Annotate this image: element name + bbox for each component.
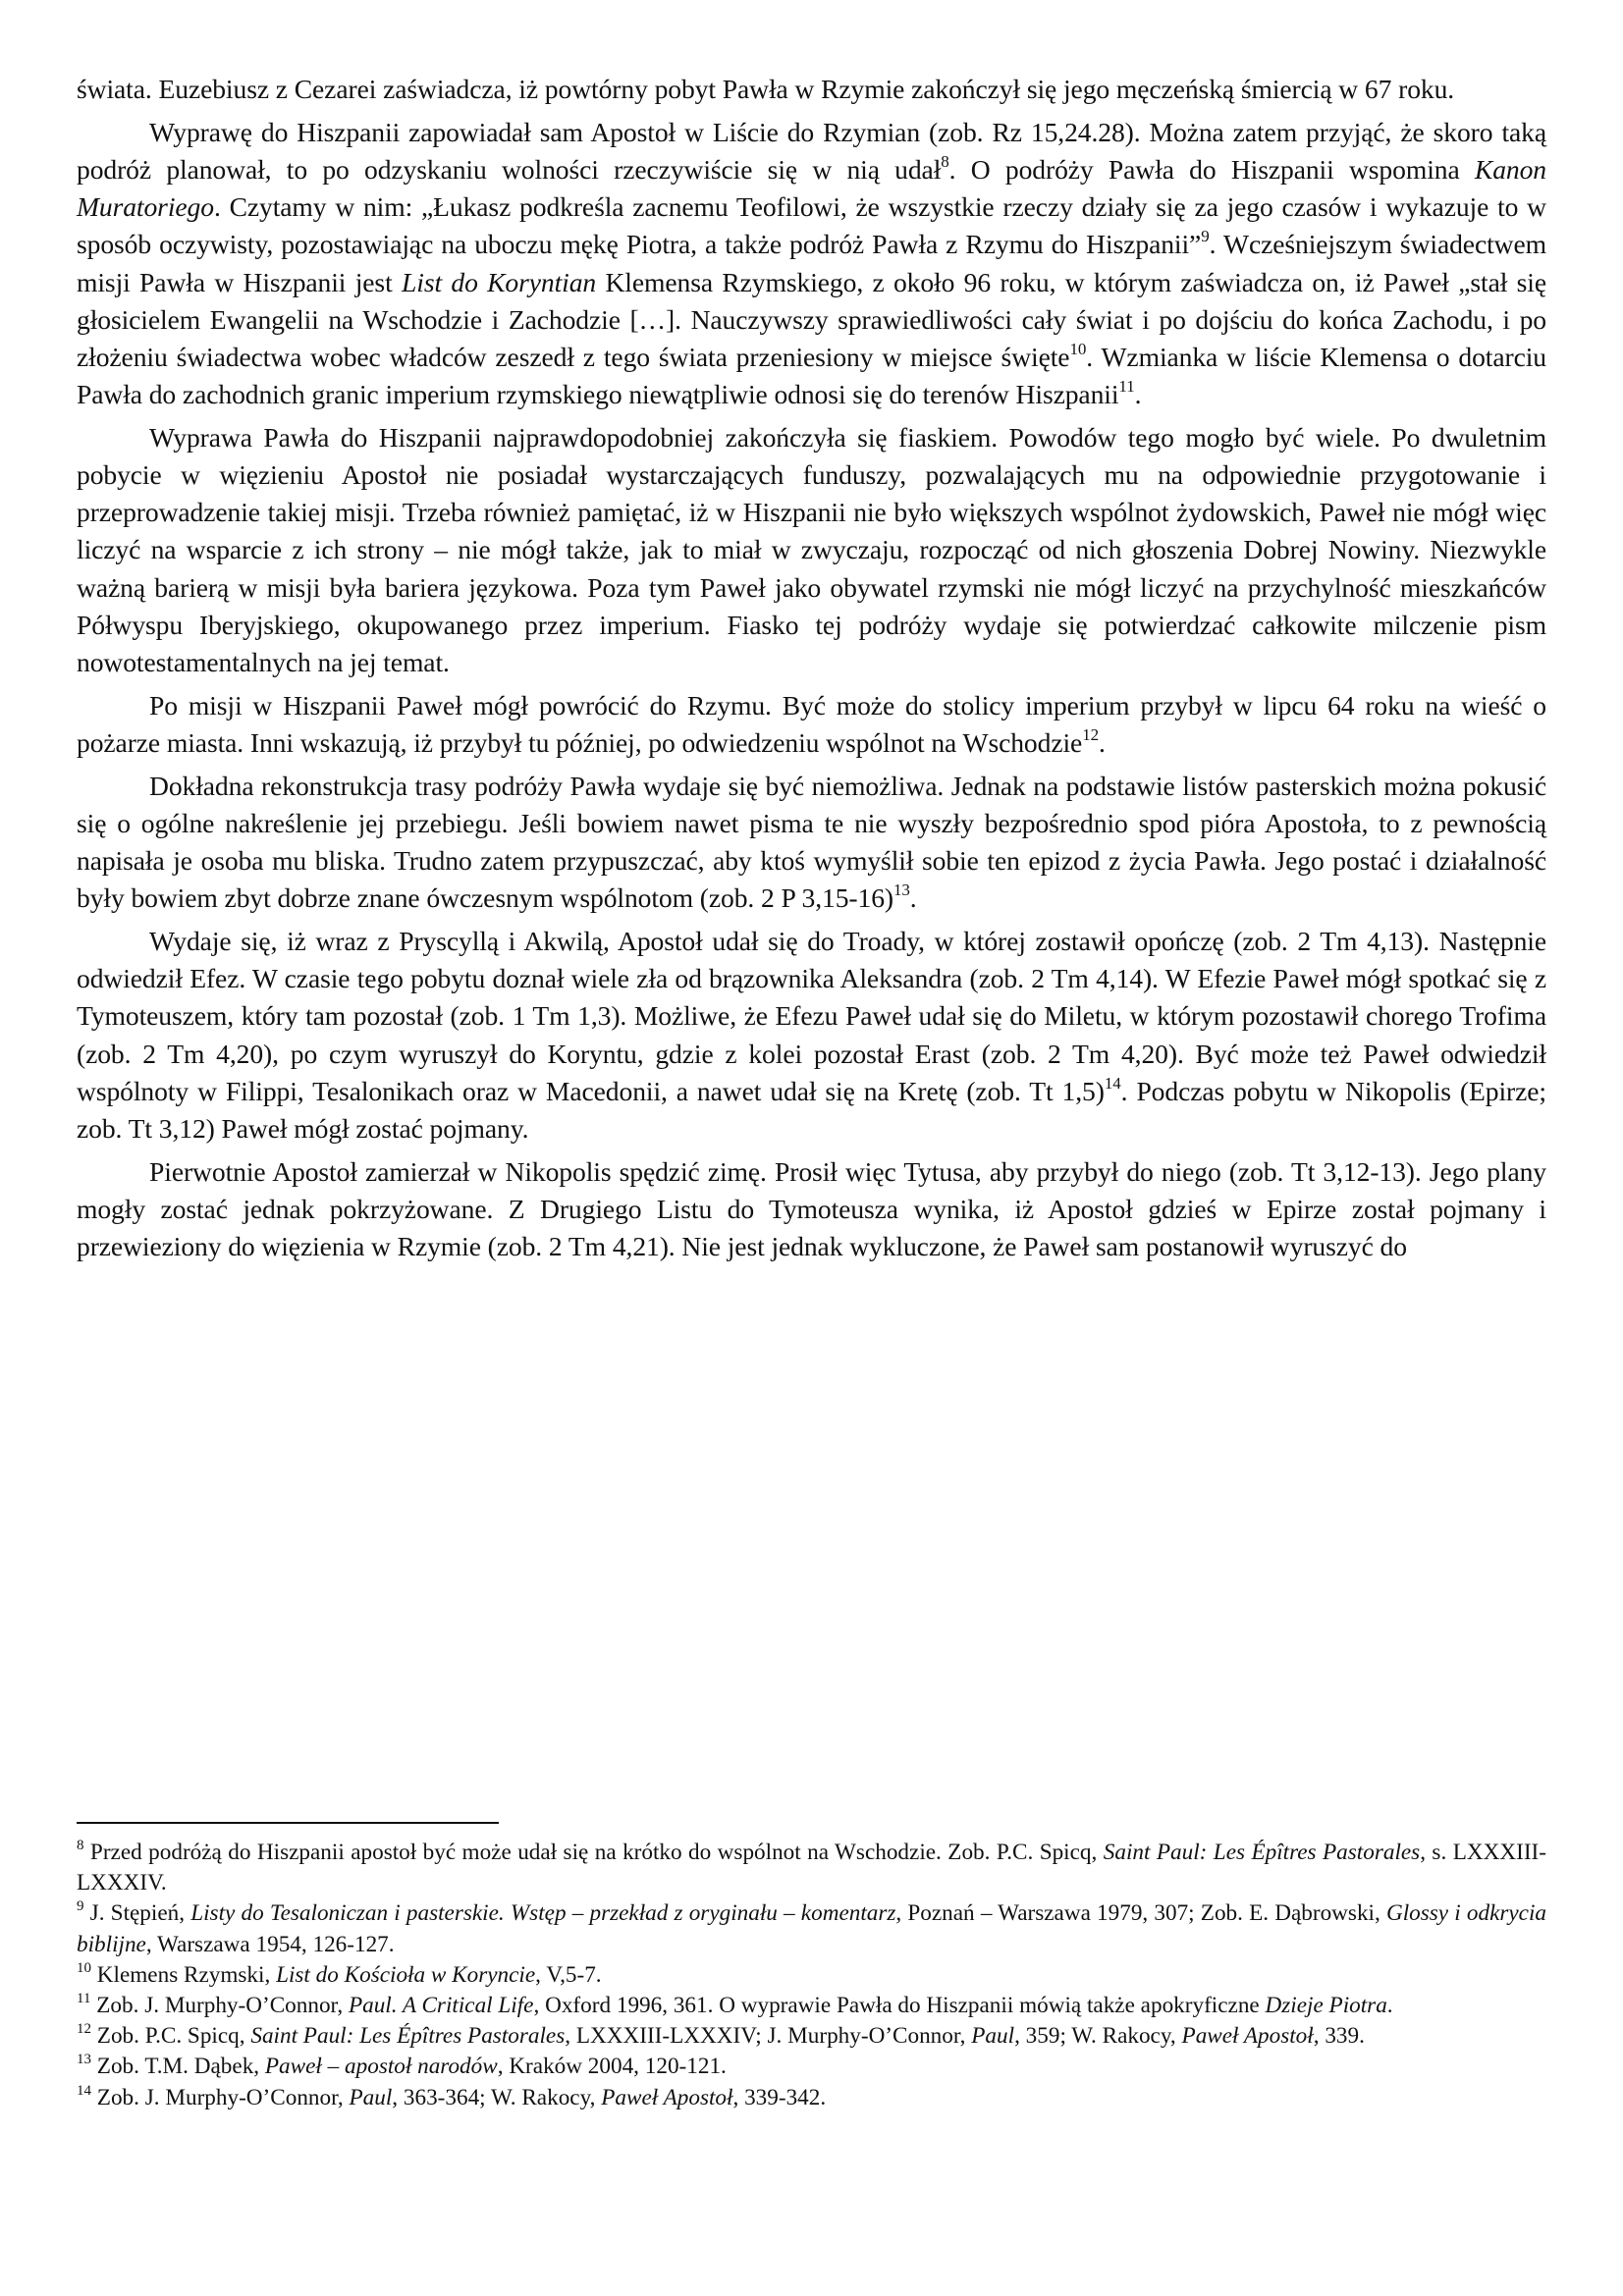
text-run: , LXXXIII-LXXXIV; J. Murphy-O’Connor,: [565, 2023, 972, 2050]
footnote-reference[interactable]: 14: [1104, 1073, 1121, 1093]
italic-title: Paul. A Critical Life: [348, 1993, 534, 2019]
italic-title: List do Kościoła w Koryncie: [276, 1961, 536, 1988]
text-run: Dokładna rekonstrukcja trasy podróży Pawła wydaje się być niemożliwa. Jednak na podstawie listów pasterskich można pokusić się o ogólne nakreślenie jej przebiegu. Jeśli bowiem nawet pisma te nie wyszły bezpośrednio spod pióra Apostoła, to z pewnością napisała je osoba mu bliska. Trudno zatem przypuszczać, aby ktoś wymyślił sobie ten epizod z życia Pawła. Jego postać i działalność były bowiem zbyt dobrze znane ówczesnym wspólnotom (zob. 2 P 3,15-16): [77, 770, 1546, 914]
document-page: [77, 71, 1546, 1271]
text-run: Przed podróżą do Hiszpanii apostoł być może udał się na krótko do wspólnot na Wschodzie. Zob. P.C. Spicq,: [83, 1840, 1104, 1865]
paragraph: [77, 923, 1546, 1148]
text-run: , V,5-7.: [535, 1961, 602, 1988]
text-run: Wydaje się, iż wraz z Pryscyllą i Akwilą, Apostoł udał się do Troady, w której zostawił opończę (zob. 2 Tm 4,13). Następnie odwiedził Efez. W czasie tego pobytu doznał wiele zła od brązownika Aleksandra (zob. 2 Tm 4,14). W Efezie Paweł mógł spotkać się z Tymoteuszem, który tam pozostał (zob. 1 Tm 1,3). Możliwe, że Efezu Paweł udał się do Miletu, w którym pozostawił chorego Trofima (zob. 2 Tm 4,20), po czym wyruszył do Koryntu, gdzie z kolei pozostał Erast (zob. 2 Tm 4,20). Być może też Paweł odwiedził wspólnoty w Filippi, Tesalonikach oraz w Macedonii, a nawet udał się na Kretę (zob. Tt 1,5): [77, 925, 1546, 1106]
italic-title: Paweł Apostoł: [601, 2084, 733, 2110]
text-run: . Podczas pobytu w Nikopolis (Epirze; zob. Tt 3,12) Paweł mógł zostać pojmany.: [77, 1075, 1546, 1144]
text-run: .: [1134, 379, 1142, 410]
text-run: Klemens Rzymski,: [91, 1961, 277, 1988]
footnote-reference[interactable]: 12: [1082, 724, 1099, 744]
text-run: Zob. P.C. Spicq,: [91, 2023, 251, 2050]
footnote-number: 12: [77, 2021, 91, 2038]
text-run: , Poznań – Warszawa 1979, 307; Zob. E. Dąbrowski,: [895, 1900, 1386, 1927]
text-run: .: [1099, 726, 1106, 758]
footnote-number: 11: [77, 1991, 91, 2007]
paragraph: [77, 419, 1546, 681]
text-run: .: [1386, 1993, 1393, 2019]
text-run: Klemensa Rzymskiego, z około 96 roku, w którym zaświadcza on, iż Paweł „stał się głosicielem Ewangelii na Wschodzie i Zachodzie […]. Nauczywszy sprawiedliwości cały świat i po dojściu do końca Zachodu, i po złożeniu świadectwa wobec władców zeszedł z tego świata przeniesiony w miejsce święte: [77, 266, 1546, 372]
footnote-reference[interactable]: 11: [1118, 377, 1135, 397]
text-run: .: [909, 882, 917, 914]
text-run: , 363-364; W. Rakocy,: [392, 2084, 602, 2110]
paragraph: [77, 768, 1546, 918]
paragraph: [77, 71, 1546, 108]
italic-title: Paul: [349, 2084, 393, 2110]
text-run: , Oxford 1996, 361. O wyprawie Pawła do Hiszpanii mówią także apokryficzne: [533, 1993, 1266, 2019]
text-run: , 359; W. Rakocy,: [1014, 2023, 1182, 2050]
footnote-number: 9: [77, 1898, 84, 1915]
italic-title: Paweł Apostoł: [1181, 2023, 1314, 2050]
footnote-reference[interactable]: 13: [893, 881, 910, 900]
italic-title: Glossy i odkrycia biblijne: [77, 1900, 1547, 1957]
text-run: , s. LXXXIII-LXXXIV.: [77, 1840, 1546, 1896]
text-run: J. Stępień,: [83, 1900, 191, 1927]
footnote: [77, 2083, 1546, 2113]
footnote: [77, 1838, 1546, 1898]
footnote: [77, 1898, 1546, 1959]
text-run: . Wzmianka w liście Klemensa o dotarciu Pawła do zachodnich granic imperium rzymskiego niewątpliwie odnosi się do terenów Hiszpanii: [77, 341, 1547, 410]
paragraph: [77, 1153, 1546, 1266]
text-run: . O podróży Pawła do Hiszpanii wspomina: [948, 153, 1475, 185]
text-run: , 339-342.: [732, 2084, 827, 2110]
text-run: Zob. J. Murphy-O’Connor,: [90, 1993, 349, 2019]
italic-title: Saint Paul: Les Épîtres Pastorales: [1103, 1840, 1421, 1865]
italic-title: Saint Paul: Les Épîtres Pastorales: [250, 2023, 566, 2050]
text-run: Wyprawa Pawła do Hiszpanii najprawdopodobniej zakończyła się fiaskiem. Powodów tego mogło być wiele. Po dwuletnim pobycie w więzieniu Apostoł nie posiadał wystarczających funduszy, pozwalających mu na odpowiednie przygotowanie i przeprowadzenie takiej misji. Trzeba również pamiętać, iż w Hiszpanii nie było większych wspólnot żydowskich, Paweł nie mógł więc liczyć na wsparcie z ich strony – nie mógł także, jak to miał w zwyczaju, rozpocząć od nich głoszenia Dobrej Nowiny. Niezwykle ważną barierą w misji była bariera językowa. Poza tym Paweł jako obywatel rzymski nie mógł liczyć na przychylność mieszkańców Półwyspu Iberyjskiego, okupowanego przez imperium. Fiasko tej podróży wydaje się potwierdzać całkowite milczenie pism nowotestamentalnych na jej temat.: [77, 421, 1546, 678]
text-run: . Wcześniejszym świadectwem misji Pawła w Hiszpanii jest: [77, 229, 1547, 297]
footnote: [77, 1960, 1546, 1991]
footnote: [77, 2052, 1546, 2082]
text-run: świata. Euzebiusz z Cezarei zaświadcza, iż powtórny pobyt Pawła w Rzymie zakończył się jego męczeńską śmiercią w 67 roku.: [77, 74, 1455, 104]
paragraph: [77, 114, 1546, 414]
body-text: [77, 71, 1546, 1265]
footnote-separator: [77, 1822, 499, 1824]
footnote-reference[interactable]: 8: [941, 151, 949, 171]
footnote-number: 10: [77, 1959, 91, 1976]
text-run: , 339.: [1313, 2023, 1365, 2050]
footnote: [77, 2021, 1546, 2052]
text-run: Wyprawę do Hiszpanii zapowiadał sam Apostoł w Liście do Rzymian (zob. Rz 15,24.28). Można zatem przyjąć, że skoro taką podróż planował, to po odzyskaniu wolności rzeczywiście się w nią udał: [77, 116, 1546, 185]
paragraph: [77, 687, 1546, 762]
italic-title: Kanon Muratoriego: [77, 153, 1546, 223]
text-run: Zob. T.M. Dąbek,: [91, 2054, 265, 2080]
footnote: [77, 1991, 1546, 2021]
footnote-number: 14: [77, 2082, 91, 2099]
text-run: Pierwotnie Apostoł zamierzał w Nikopolis spędzić zimę. Prosił więc Tytusa, aby przybył do niego (zob. Tt 3,12-13). Jego plany mogły zostać jednak pokrzyżowane. Z Drugiego Listu do Tymoteusza wynika, iż Apostoł gdzieś w Epirze został pojmany i przewieziony do więzienia w Rzymie (zob. 2 Tm 4,21). Nie jest jednak wykluczone, że Paweł sam postanowił wyruszyć do: [77, 1155, 1546, 1262]
footnote-reference[interactable]: 9: [1201, 227, 1210, 246]
text-run: . Czytamy w nim: „Łukasz podkreśla zacnemu Teofilowi, że wszystkie rzeczy działy się za jego czasów i wykazuje to w sposób oczywisty, pozostawiając na uboczu mękę Piotra, a także podróż Pawła z Rzymu do Hiszpanii”: [77, 191, 1546, 260]
footnotes: [77, 1838, 1546, 2113]
text-run: , Warszawa 1954, 126-127.: [145, 1931, 395, 1957]
italic-title: Listy do Tesaloniczan i pasterskie. Wstęp – przekład z oryginału – komentarz: [190, 1900, 896, 1927]
italic-title: Paul: [971, 2023, 1015, 2050]
text-run: Zob. J. Murphy-O’Connor,: [91, 2084, 350, 2110]
text-run: Po misji w Hiszpanii Paweł mógł powrócić do Rzymu. Być może do stolicy imperium przybył w lipcu 64 roku na wieść o pożarze miasta. Inni wskazują, iż przybył tu później, po odwiedzeniu wspólnot na Wschodzie: [77, 689, 1546, 758]
footnote-number: 8: [77, 1838, 84, 1853]
footnote-number: 13: [77, 2052, 91, 2068]
footnote-reference[interactable]: 10: [1069, 339, 1087, 358]
text-run: , Kraków 2004, 120-121.: [497, 2054, 727, 2080]
italic-title: List do Koryntian: [402, 266, 597, 297]
italic-title: Dzieje Piotra: [1265, 1993, 1387, 2019]
italic-title: Paweł – apostoł narodów: [264, 2054, 498, 2080]
